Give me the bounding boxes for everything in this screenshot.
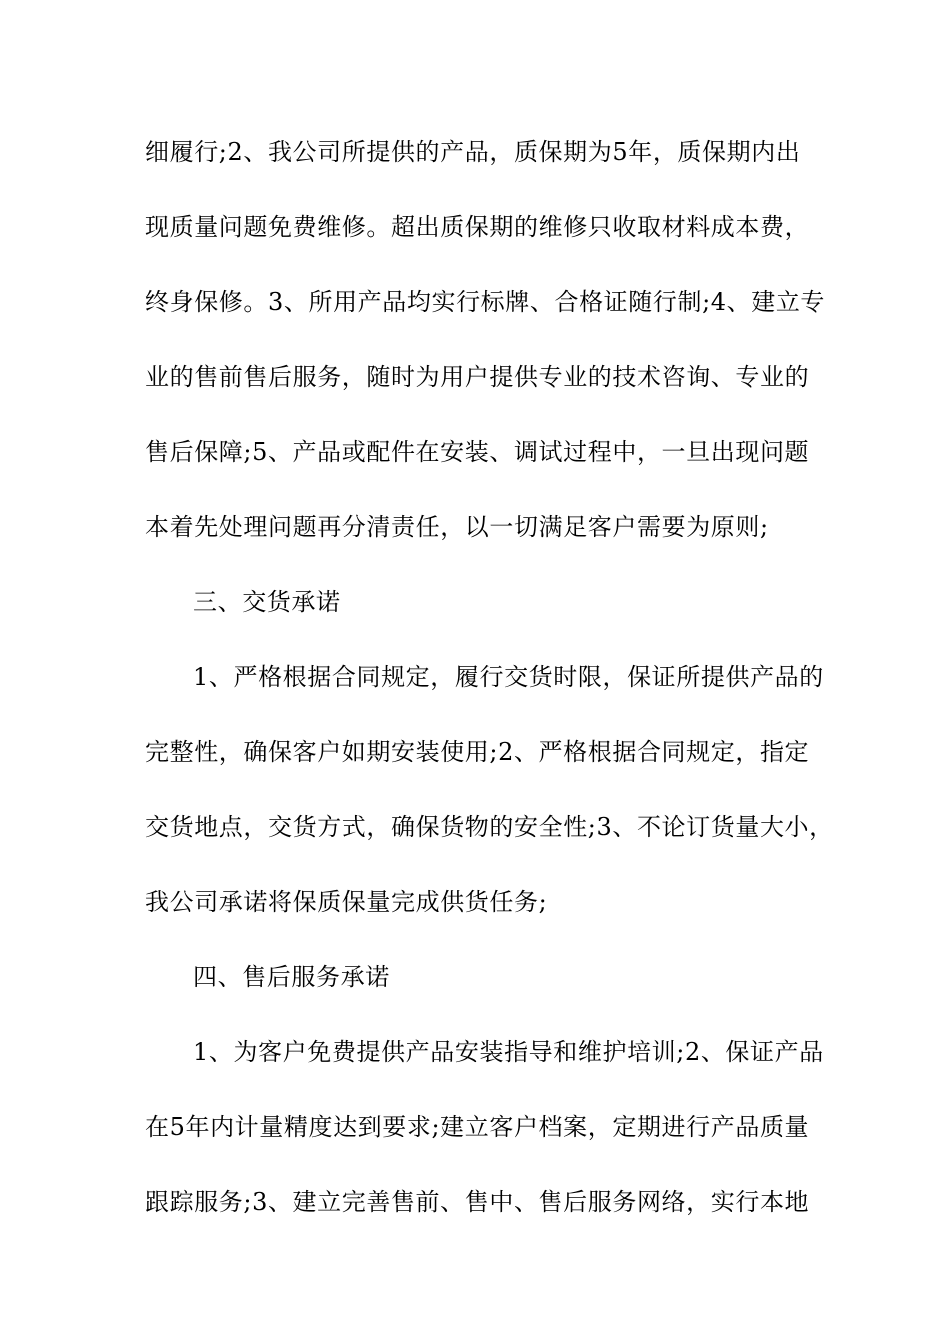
text-line-14: 在5年内计量精度达到要求;建立客户档案，定期进行产品质量 (145, 1113, 810, 1141)
text-line-6: 本着先处理问题再分清责任，以一切满足客户需要为原则; (145, 513, 769, 541)
text-line-13: 1、为客户免费提供产品安装指导和维护培训;2、保证产品 (193, 1038, 824, 1066)
text-line-4: 业的售前售后服务，随时为用户提供专业的技术咨询、专业的 (145, 363, 810, 391)
text-line-8: 1、严格根据合同规定，履行交货时限，保证所提供产品的 (193, 663, 824, 691)
section-heading-delivery: 三、交货承诺 (193, 588, 341, 616)
text-line-1: 细履行;2、我公司所提供的产品，质保期为5年，质保期内出 (145, 138, 801, 166)
text-line-2: 现质量问题免费维修。超出质保期的维修只收取材料成本费， (145, 213, 810, 241)
text-line-9: 完整性，确保客户如期安装使用;2、严格根据合同规定，指定 (145, 738, 810, 766)
text-line-10: 交货地点，交货方式，确保货物的安全性;3、不论订货量大小， (145, 813, 834, 841)
text-line-11: 我公司承诺将保质保量完成供货任务; (145, 888, 548, 916)
text-line-3: 终身保修。3、所用产品均实行标牌、合格证随行制;4、建立专 (145, 288, 826, 316)
text-line-15: 跟踪服务;3、建立完善售前、售中、售后服务网络，实行本地 (145, 1188, 810, 1216)
section-heading-after-sales: 四、售后服务承诺 (193, 963, 390, 991)
text-line-5: 售后保障;5、产品或配件在安装、调试过程中，一旦出现问题 (145, 438, 810, 466)
body-text (145, 127, 834, 1252)
